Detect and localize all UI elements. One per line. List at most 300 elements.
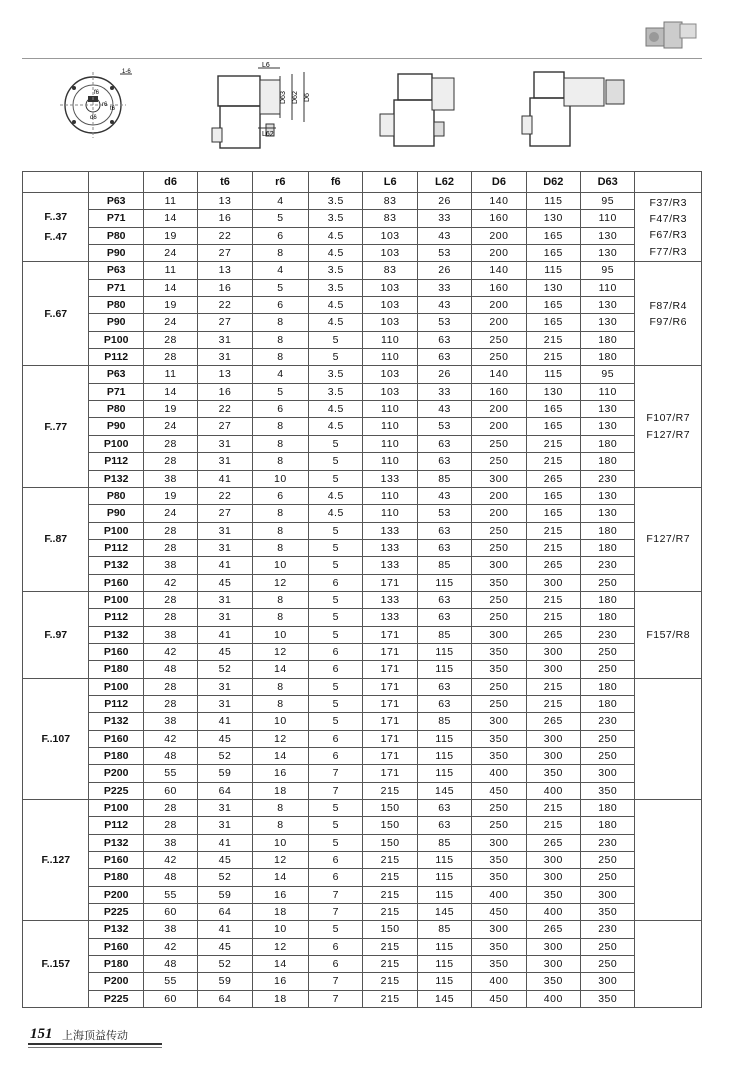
- value-cell: 19: [143, 487, 197, 504]
- value-cell: 6: [252, 297, 308, 314]
- value-cell: 31: [198, 817, 252, 834]
- value-cell: 22: [198, 487, 252, 504]
- value-cell: 230: [581, 713, 635, 730]
- value-cell: 115: [417, 765, 471, 782]
- value-cell: 8: [252, 817, 308, 834]
- value-cell: 6: [252, 401, 308, 418]
- value-cell: 38: [143, 626, 197, 643]
- value-cell: 165: [526, 227, 580, 244]
- motor-flange-cell: P112: [89, 539, 143, 556]
- value-cell: 215: [363, 973, 417, 990]
- col-header-d6: d6: [143, 172, 197, 193]
- value-cell: 165: [526, 314, 580, 331]
- value-cell: 200: [472, 314, 526, 331]
- value-cell: 4.5: [309, 245, 363, 262]
- value-cell: 85: [417, 921, 471, 938]
- value-cell: 215: [363, 904, 417, 921]
- value-cell: 110: [363, 435, 417, 452]
- value-cell: 14: [143, 383, 197, 400]
- value-cell: 63: [417, 539, 471, 556]
- value-cell: 110: [363, 505, 417, 522]
- value-cell: 4: [252, 366, 308, 383]
- value-cell: 33: [417, 279, 471, 296]
- value-cell: 265: [526, 713, 580, 730]
- value-cell: 180: [581, 609, 635, 626]
- D6-label: D6: [304, 93, 311, 102]
- value-cell: 103: [363, 227, 417, 244]
- value-cell: 140: [472, 193, 526, 210]
- motor-flange-cell: P180: [89, 956, 143, 973]
- table-row: [23, 522, 702, 539]
- value-cell: 5: [309, 557, 363, 574]
- D63-label: D63: [280, 91, 287, 104]
- table-row: [23, 938, 702, 955]
- value-cell: 31: [198, 800, 252, 817]
- motor-flange-cell: P132: [89, 834, 143, 851]
- value-cell: 150: [363, 817, 417, 834]
- value-cell: 130: [581, 227, 635, 244]
- value-cell: 16: [198, 279, 252, 296]
- value-cell: 130: [581, 314, 635, 331]
- value-cell: 41: [198, 713, 252, 730]
- value-cell: 5: [252, 210, 308, 227]
- value-cell: 171: [363, 678, 417, 695]
- table-row: [23, 591, 702, 608]
- value-cell: 28: [143, 817, 197, 834]
- value-cell: 63: [417, 435, 471, 452]
- table-row: [23, 418, 702, 435]
- value-cell: 14: [252, 869, 308, 886]
- page-number: 151: [30, 1026, 53, 1042]
- value-cell: 6: [252, 227, 308, 244]
- value-cell: 7: [309, 782, 363, 799]
- value-cell: 110: [363, 349, 417, 366]
- value-cell: 59: [198, 886, 252, 903]
- motor-flange-cell: P132: [89, 626, 143, 643]
- value-cell: 43: [417, 487, 471, 504]
- value-cell: 16: [252, 886, 308, 903]
- value-cell: 31: [198, 591, 252, 608]
- value-cell: 5: [309, 713, 363, 730]
- value-cell: 14: [143, 210, 197, 227]
- value-cell: 115: [417, 574, 471, 591]
- value-cell: 43: [417, 227, 471, 244]
- value-cell: 10: [252, 626, 308, 643]
- value-cell: 53: [417, 418, 471, 435]
- value-cell: 350: [472, 748, 526, 765]
- value-cell: 31: [198, 331, 252, 348]
- value-cell: 13: [198, 262, 252, 279]
- value-cell: 11: [143, 366, 197, 383]
- value-cell: 300: [526, 956, 580, 973]
- value-cell: 150: [363, 834, 417, 851]
- mount-label: F127/R7: [646, 428, 691, 441]
- mount-combination-cell: [635, 487, 702, 591]
- value-cell: 33: [417, 383, 471, 400]
- value-cell: 3.5: [309, 383, 363, 400]
- value-cell: 450: [472, 990, 526, 1007]
- D62-label: D62: [292, 91, 299, 104]
- value-cell: 8: [252, 800, 308, 817]
- value-cell: 160: [472, 279, 526, 296]
- table-row: [23, 245, 702, 262]
- value-cell: 300: [526, 643, 580, 660]
- mount-label: F67/R3: [649, 229, 687, 242]
- value-cell: 300: [581, 886, 635, 903]
- value-cell: 8: [252, 539, 308, 556]
- value-cell: 180: [581, 435, 635, 452]
- value-cell: 400: [526, 904, 580, 921]
- motor-flange-cell: P112: [89, 349, 143, 366]
- value-cell: 95: [581, 366, 635, 383]
- value-cell: 38: [143, 470, 197, 487]
- col-header-f6: f6: [309, 172, 363, 193]
- mount-label: F47/R3: [649, 212, 687, 225]
- value-cell: 48: [143, 748, 197, 765]
- value-cell: 133: [363, 609, 417, 626]
- mount-combination-cell: [635, 591, 702, 678]
- value-cell: 45: [198, 852, 252, 869]
- value-cell: 265: [526, 834, 580, 851]
- motor-flange-cell: P100: [89, 678, 143, 695]
- series-label: F..107: [23, 678, 89, 799]
- value-cell: 38: [143, 713, 197, 730]
- flange-front-view: [60, 69, 132, 138]
- value-cell: 31: [198, 522, 252, 539]
- value-cell: 31: [198, 678, 252, 695]
- col-header: [23, 172, 89, 193]
- value-cell: 28: [143, 609, 197, 626]
- value-cell: 5: [309, 470, 363, 487]
- value-cell: 63: [417, 331, 471, 348]
- table-body: [23, 193, 702, 1008]
- value-cell: 103: [363, 314, 417, 331]
- value-cell: 26: [417, 262, 471, 279]
- mount-combination-cell: [635, 678, 702, 799]
- value-cell: 130: [526, 279, 580, 296]
- value-cell: 8: [252, 609, 308, 626]
- value-cell: 350: [472, 574, 526, 591]
- value-cell: 350: [526, 886, 580, 903]
- value-cell: 95: [581, 262, 635, 279]
- table-row: [23, 609, 702, 626]
- value-cell: 165: [526, 505, 580, 522]
- value-cell: 250: [472, 609, 526, 626]
- value-cell: 5: [309, 800, 363, 817]
- value-cell: 45: [198, 574, 252, 591]
- mount-combination-cell: [635, 800, 702, 921]
- value-cell: 115: [417, 886, 471, 903]
- value-cell: 200: [472, 487, 526, 504]
- motor-flange-cell: P100: [89, 331, 143, 348]
- value-cell: 83: [363, 193, 417, 210]
- value-cell: 26: [417, 366, 471, 383]
- table-row: [23, 574, 702, 591]
- table-row: [23, 713, 702, 730]
- value-cell: 300: [526, 730, 580, 747]
- value-cell: 5: [309, 331, 363, 348]
- mount-label: F97/R6: [649, 315, 687, 328]
- value-cell: 180: [581, 591, 635, 608]
- value-cell: 4.5: [309, 418, 363, 435]
- value-cell: 171: [363, 730, 417, 747]
- value-cell: 85: [417, 626, 471, 643]
- value-cell: 133: [363, 522, 417, 539]
- value-cell: 52: [198, 869, 252, 886]
- table-row: [23, 297, 702, 314]
- table-row: [23, 487, 702, 504]
- table-row: [23, 505, 702, 522]
- value-cell: 250: [581, 869, 635, 886]
- value-cell: 115: [417, 661, 471, 678]
- value-cell: 24: [143, 505, 197, 522]
- motor-flange-cell: P180: [89, 869, 143, 886]
- value-cell: 63: [417, 695, 471, 712]
- value-cell: 4.5: [309, 487, 363, 504]
- value-cell: 14: [252, 661, 308, 678]
- table-row: [23, 869, 702, 886]
- value-cell: 5: [309, 609, 363, 626]
- value-cell: 300: [526, 661, 580, 678]
- mount-combination-cell: [635, 193, 702, 262]
- table-row: [23, 921, 702, 938]
- motor-flange-cell: P112: [89, 453, 143, 470]
- table-row: [23, 748, 702, 765]
- value-cell: 265: [526, 557, 580, 574]
- value-cell: 5: [309, 678, 363, 695]
- value-cell: 165: [526, 487, 580, 504]
- value-cell: 63: [417, 453, 471, 470]
- col-header: [635, 172, 702, 193]
- value-cell: 300: [472, 921, 526, 938]
- value-cell: 115: [417, 938, 471, 955]
- value-cell: 130: [581, 245, 635, 262]
- value-cell: 215: [526, 817, 580, 834]
- dimension-drawings: [22, 62, 702, 174]
- value-cell: 133: [363, 557, 417, 574]
- value-cell: 350: [472, 852, 526, 869]
- col-header-t6: t6: [198, 172, 252, 193]
- value-cell: 12: [252, 643, 308, 660]
- value-cell: 130: [581, 418, 635, 435]
- value-cell: 250: [581, 748, 635, 765]
- value-cell: 250: [472, 435, 526, 452]
- motor-flange-cell: P132: [89, 470, 143, 487]
- table-row: [23, 331, 702, 348]
- motor-flange-cell: P63: [89, 193, 143, 210]
- value-cell: 200: [472, 401, 526, 418]
- value-cell: 350: [472, 956, 526, 973]
- series-label: F..87: [23, 487, 89, 591]
- value-cell: 115: [417, 956, 471, 973]
- value-cell: 215: [363, 886, 417, 903]
- value-cell: 31: [198, 695, 252, 712]
- value-cell: 180: [581, 800, 635, 817]
- value-cell: 7: [309, 990, 363, 1007]
- table-row: [23, 210, 702, 227]
- value-cell: 85: [417, 713, 471, 730]
- value-cell: 19: [143, 401, 197, 418]
- page-footer: [22, 1019, 182, 1049]
- value-cell: 63: [417, 800, 471, 817]
- col-header-D63: D63: [581, 172, 635, 193]
- value-cell: 4: [252, 262, 308, 279]
- value-cell: 53: [417, 314, 471, 331]
- d6-label: d6: [90, 115, 97, 121]
- L6-label: L6: [262, 62, 270, 69]
- value-cell: 5: [309, 539, 363, 556]
- value-cell: 10: [252, 470, 308, 487]
- value-cell: 300: [526, 748, 580, 765]
- value-cell: 33: [417, 210, 471, 227]
- value-cell: 171: [363, 643, 417, 660]
- value-cell: 350: [526, 973, 580, 990]
- value-cell: 60: [143, 782, 197, 799]
- value-cell: 180: [581, 453, 635, 470]
- table-row: [23, 730, 702, 747]
- table-row: [23, 262, 702, 279]
- mount-combination-cell: [635, 262, 702, 366]
- table-row: [23, 695, 702, 712]
- value-cell: 28: [143, 591, 197, 608]
- value-cell: 171: [363, 713, 417, 730]
- motor-flange-cell: P160: [89, 938, 143, 955]
- value-cell: 5: [309, 695, 363, 712]
- table-row: [23, 990, 702, 1007]
- motor-flange-cell: P80: [89, 487, 143, 504]
- value-cell: 63: [417, 349, 471, 366]
- value-cell: 6: [309, 956, 363, 973]
- value-cell: 6: [309, 852, 363, 869]
- value-cell: 5: [252, 383, 308, 400]
- value-cell: 171: [363, 661, 417, 678]
- value-cell: 5: [309, 591, 363, 608]
- table-row: [23, 539, 702, 556]
- value-cell: 12: [252, 938, 308, 955]
- value-cell: 5: [309, 921, 363, 938]
- value-cell: 110: [363, 401, 417, 418]
- value-cell: 5: [309, 453, 363, 470]
- value-cell: 215: [363, 990, 417, 1007]
- col-header-L6: L6: [363, 172, 417, 193]
- motor-flange-cell: P112: [89, 695, 143, 712]
- motor-flange-cell: P200: [89, 765, 143, 782]
- table-row: [23, 314, 702, 331]
- value-cell: 60: [143, 990, 197, 1007]
- value-cell: 10: [252, 921, 308, 938]
- value-cell: 230: [581, 626, 635, 643]
- motor-flange-cell: P200: [89, 973, 143, 990]
- table-row: [23, 453, 702, 470]
- value-cell: 171: [363, 574, 417, 591]
- series-label: F..67: [23, 262, 89, 366]
- value-cell: 165: [526, 245, 580, 262]
- value-cell: 59: [198, 973, 252, 990]
- value-cell: 24: [143, 245, 197, 262]
- table-row: [23, 661, 702, 678]
- value-cell: 110: [363, 453, 417, 470]
- value-cell: 110: [363, 418, 417, 435]
- value-cell: 4: [252, 193, 308, 210]
- value-cell: 7: [309, 886, 363, 903]
- mount-combination-cell: [635, 366, 702, 487]
- value-cell: 230: [581, 834, 635, 851]
- value-cell: 350: [472, 730, 526, 747]
- value-cell: 53: [417, 505, 471, 522]
- value-cell: 133: [363, 470, 417, 487]
- value-cell: 10: [252, 557, 308, 574]
- value-cell: 12: [252, 730, 308, 747]
- value-cell: 52: [198, 748, 252, 765]
- value-cell: 215: [526, 800, 580, 817]
- value-cell: 160: [472, 383, 526, 400]
- side-view-shaft: [380, 74, 454, 146]
- value-cell: 215: [526, 453, 580, 470]
- value-cell: 8: [252, 453, 308, 470]
- value-cell: 250: [472, 331, 526, 348]
- value-cell: 215: [526, 678, 580, 695]
- value-cell: 63: [417, 609, 471, 626]
- value-cell: 6: [309, 574, 363, 591]
- table-row: [23, 904, 702, 921]
- table-row: [23, 193, 702, 210]
- value-cell: 145: [417, 990, 471, 1007]
- value-cell: 110: [581, 383, 635, 400]
- value-cell: 24: [143, 418, 197, 435]
- value-cell: 215: [526, 609, 580, 626]
- value-cell: 300: [472, 557, 526, 574]
- motor-flange-cell: P132: [89, 713, 143, 730]
- value-cell: 300: [472, 470, 526, 487]
- value-cell: 85: [417, 470, 471, 487]
- value-cell: 28: [143, 453, 197, 470]
- table-row: [23, 435, 702, 452]
- value-cell: 250: [472, 539, 526, 556]
- value-cell: 28: [143, 800, 197, 817]
- value-cell: 38: [143, 834, 197, 851]
- table-row: [23, 349, 702, 366]
- value-cell: 130: [526, 210, 580, 227]
- value-cell: 250: [581, 852, 635, 869]
- tolerance-label: 1-6: [122, 69, 131, 75]
- value-cell: 265: [526, 921, 580, 938]
- value-cell: 300: [526, 574, 580, 591]
- value-cell: 42: [143, 852, 197, 869]
- value-cell: 300: [581, 765, 635, 782]
- value-cell: 103: [363, 297, 417, 314]
- value-cell: 12: [252, 574, 308, 591]
- table-header-row: [23, 172, 702, 193]
- value-cell: 350: [472, 643, 526, 660]
- f6-label: f6: [94, 90, 100, 96]
- series-label: F..77: [23, 366, 89, 487]
- t6-label: t6: [110, 106, 116, 112]
- motor-flange-cell: P80: [89, 297, 143, 314]
- value-cell: 43: [417, 297, 471, 314]
- value-cell: 171: [363, 626, 417, 643]
- mount-combination-cell: [635, 921, 702, 1008]
- value-cell: 31: [198, 349, 252, 366]
- value-cell: 48: [143, 661, 197, 678]
- value-cell: 250: [472, 349, 526, 366]
- value-cell: 250: [472, 453, 526, 470]
- value-cell: 18: [252, 904, 308, 921]
- value-cell: 160: [472, 210, 526, 227]
- value-cell: 300: [581, 973, 635, 990]
- value-cell: 350: [581, 904, 635, 921]
- value-cell: 250: [472, 817, 526, 834]
- value-cell: 115: [526, 262, 580, 279]
